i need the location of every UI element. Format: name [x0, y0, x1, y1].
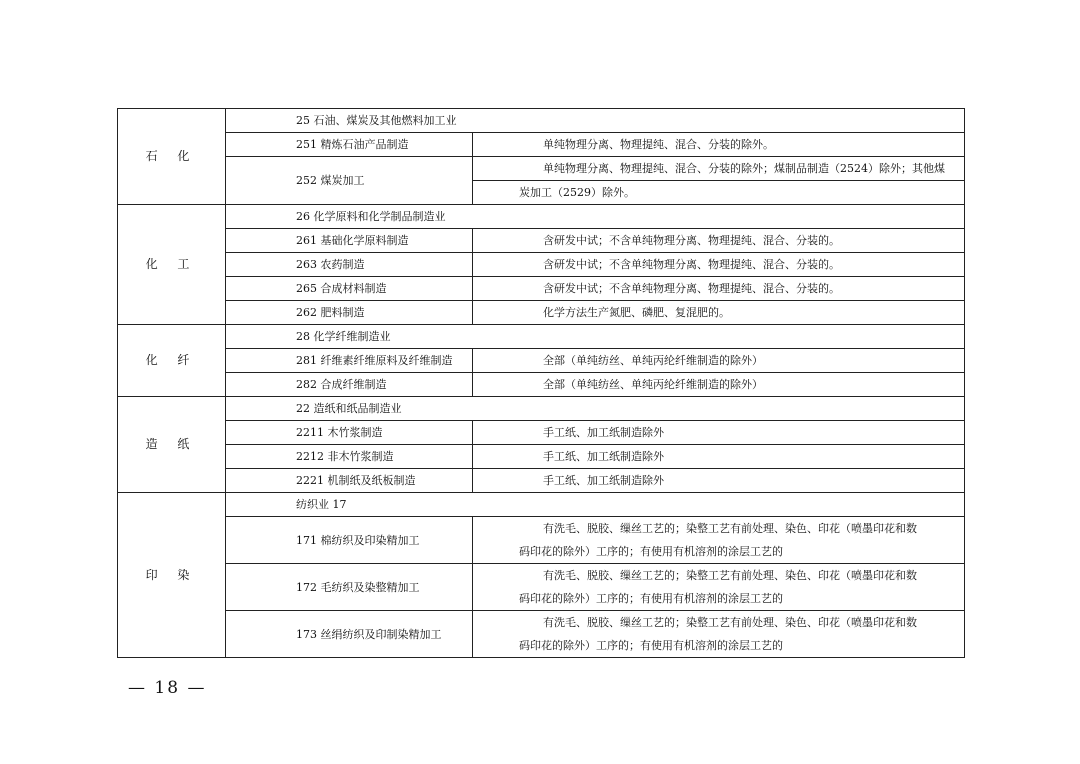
item-cell: 252 煤炭加工 [226, 157, 473, 205]
note-cell [473, 611, 965, 658]
section-header: 28 化学纤维制造业 [226, 325, 965, 349]
category-cell: 化 工 [118, 205, 226, 325]
table-row [118, 469, 965, 493]
note-cell: 手工纸、加工纸制造除外 [473, 421, 965, 445]
table-row [118, 325, 965, 349]
item-cell: 173 丝绢纺织及印制染精加工 [226, 611, 473, 658]
industry-table [117, 108, 965, 658]
note-cell [473, 564, 965, 611]
page-number: — 18 — [128, 678, 207, 698]
item-cell: 251 精炼石油产品制造 [226, 133, 473, 157]
table-row [118, 349, 965, 373]
note-cell [473, 517, 965, 564]
note-cell: 化学方法生产氮肥、磷肥、复混肥的。 [473, 301, 965, 325]
table-row [118, 397, 965, 421]
table-row [118, 205, 965, 229]
category-cell: 石 化 [118, 109, 226, 205]
item-cell: 261 基础化学原料制造 [226, 229, 473, 253]
table-row [118, 445, 965, 469]
note-cell: 含研发中试；不含单纯物理分离、物理提纯、混合、分装的。 [473, 277, 965, 301]
note-line: 有洗毛、脱胶、缫丝工艺的；染整工艺有前处理、染色、印花（喷墨印花和数 [543, 569, 917, 582]
table-row [118, 564, 965, 611]
item-cell: 281 纤维素纤维原料及纤维制造 [226, 349, 473, 373]
table-row [118, 301, 965, 325]
table-row [118, 611, 965, 658]
table-row [118, 421, 965, 445]
note-line: 码印花的除外）工序的；有使用有机溶剂的涂层工艺的 [519, 639, 783, 652]
item-cell: 263 农药制造 [226, 253, 473, 277]
note-line: 码印花的除外）工序的；有使用有机溶剂的涂层工艺的 [519, 545, 783, 558]
item-cell: 172 毛纺织及染整精加工 [226, 564, 473, 611]
note-line: 炭加工（2529）除外。 [519, 186, 635, 199]
item-cell: 171 棉纺织及印染精加工 [226, 517, 473, 564]
category-cell: 印 染 [118, 493, 226, 658]
note-cell: 全部（单纯纺丝、单纯丙纶纤维制造的除外） [473, 349, 965, 373]
section-header: 26 化学原料和化学制品制造业 [226, 205, 965, 229]
note-cell [473, 157, 965, 181]
note-cell: 手工纸、加工纸制造除外 [473, 445, 965, 469]
item-cell: 265 合成材料制造 [226, 277, 473, 301]
item-cell: 2212 非木竹浆制造 [226, 445, 473, 469]
note-cell: 手工纸、加工纸制造除外 [473, 469, 965, 493]
table-row [118, 157, 965, 181]
item-cell: 2211 木竹浆制造 [226, 421, 473, 445]
note-cell: 全部（单纯纺丝、单纯丙纶纤维制造的除外） [473, 373, 965, 397]
table-row [118, 517, 965, 564]
table-row [118, 493, 965, 517]
note-line: 单纯物理分离、物理提纯、混合、分装的除外；煤制品制造（2524）除外；其他煤 [543, 162, 945, 175]
table-row [118, 109, 965, 133]
table-row [118, 277, 965, 301]
item-cell: 262 肥料制造 [226, 301, 473, 325]
category-cell: 造 纸 [118, 397, 226, 493]
table-row [118, 133, 965, 157]
item-cell: 282 合成纤维制造 [226, 373, 473, 397]
table-row [118, 253, 965, 277]
section-header: 纺织业 17 [226, 493, 965, 517]
section-header: 25 石油、煤炭及其他燃料加工业 [226, 109, 965, 133]
note-cell [473, 181, 965, 205]
table-row [118, 373, 965, 397]
note-line: 有洗毛、脱胶、缫丝工艺的；染整工艺有前处理、染色、印花（喷墨印花和数 [543, 616, 917, 629]
note-line: 码印花的除外）工序的；有使用有机溶剂的涂层工艺的 [519, 592, 783, 605]
note-cell: 含研发中试；不含单纯物理分离、物理提纯、混合、分装的。 [473, 229, 965, 253]
note-cell: 含研发中试；不含单纯物理分离、物理提纯、混合、分装的。 [473, 253, 965, 277]
note-cell: 单纯物理分离、物理提纯、混合、分装的除外。 [473, 133, 965, 157]
note-line: 有洗毛、脱胶、缫丝工艺的；染整工艺有前处理、染色、印花（喷墨印花和数 [543, 522, 917, 535]
item-cell: 2221 机制纸及纸板制造 [226, 469, 473, 493]
section-header: 22 造纸和纸品制造业 [226, 397, 965, 421]
table-row [118, 229, 965, 253]
category-cell: 化 纤 [118, 325, 226, 397]
